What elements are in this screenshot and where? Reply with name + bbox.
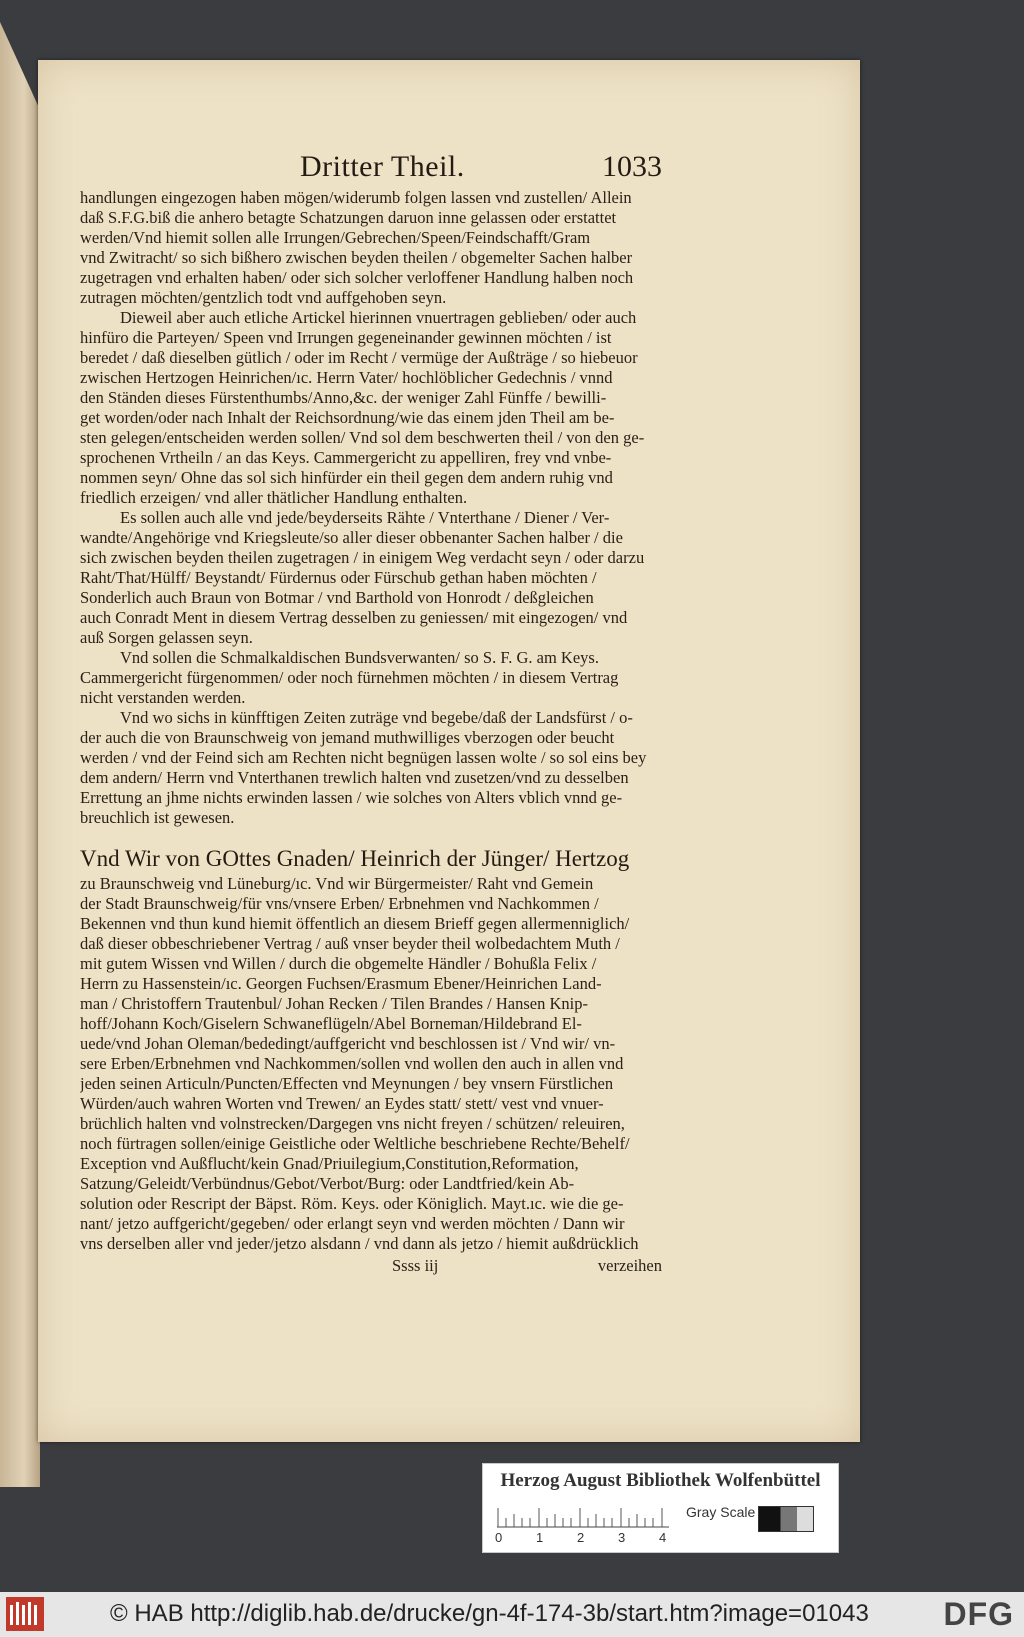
text-line: daß dieser obbeschriebener Vertrag / auß vnser beyder theil wolbedachtem Muth / [80, 934, 620, 953]
text-line: daß S.F.G.biß die anhero betagte Schatzungen daruon inne gelassen oder erstattet [80, 208, 617, 227]
text-line: werden/Vnd hiemit sollen alle Irrungen/Gebrechen/Speen/Feindschafft/Gram [80, 228, 591, 247]
text-line: Es sollen auch alle vnd jede/beyderseits Rähte / Vnterthane / Diener / Ver- [120, 508, 610, 527]
text-line: Vnd wo sichs in künfftigen Zeiten zuträge vnd begebe/daß der Landsfürst / o- [120, 708, 633, 727]
text-line: sprochenen Vrtheiln / an das Keys. Cammergericht zu appelliren, frey vnd vnbe- [80, 448, 612, 467]
grayscale-swatch [758, 1506, 814, 1532]
text-line: vns derselben aller vnd jeder/jetzo alsdann / vnd dann als jetzo / hiemit außdrücklich [80, 1234, 639, 1253]
text-line: sere Erben/Erbnehmen vnd Nachkommen/sollen vnd wollen den auch in allen vnd [80, 1054, 624, 1073]
text-line: vnd Zwitracht/ so sich bißhero zwischen beyden theilen / obgemelter Sachen halber [80, 248, 633, 267]
text-line: breuchlich ist gewesen. [80, 808, 235, 827]
text-line: auß Sorgen gelassen seyn. [80, 628, 253, 647]
text-line: jeden seinen Articuln/Puncten/Effecten vnd Meynungen / bey vnsern Fürstlichen [80, 1074, 614, 1093]
text-line: get worden/oder nach Inhalt der Reichsordnung/wie das einem jden Theil am be- [80, 408, 615, 427]
text-line: zugetragen vnd erhalten haben/ oder sich solcher verloffener Handlung halben noch [80, 268, 634, 287]
text-line: zwischen Hertzogen Heinrichen/ıc. Herrn Vater/ hochlöblicher Gedechnis / vnnd [80, 368, 613, 387]
text-line: Herrn zu Hassenstein/ıc. Georgen Fuchsen/Erasmum Ebener/Heinrichen Land- [80, 974, 602, 993]
text-line: der Stadt Braunschweig/für vns/vnsere Erben/ Erbnehmen vnd Nachkommen / [80, 894, 599, 913]
scale-number: 0 [495, 1530, 503, 1545]
scale-number: 3 [618, 1530, 626, 1545]
text-line: hoff/Johann Koch/Giselern Schwaneflügeln/Abel Borneman/Hildebrand El- [80, 1014, 582, 1033]
dfg-logo: DFG [943, 1596, 1014, 1632]
scale-ruler [497, 1504, 669, 1528]
text-line: Raht/That/Hülff/ Beystandt/ Fürdernus oder Fürschub gethan haben möchten / [80, 568, 597, 587]
text-line: Errettung an jhme nichts erwinden lassen / wie solches von Alters vblich vnnd ge- [80, 788, 623, 807]
section-heading: Vnd Wir von GOttes Gnaden/ Heinrich der Jünger/ Hertzog [80, 846, 630, 871]
facing-page-edge [0, 22, 40, 1487]
text-line: noch fürtragen sollen/einige Geistliche oder Weltliche beschriebene Rechte/Behelf/ [80, 1134, 630, 1153]
text-line: solution oder Rescript der Bäpst. Röm. Keys. oder Königlich. Mayt.ıc. wie die ge- [80, 1194, 624, 1213]
text-line: den Ständen dieses Fürstenthumbs/Anno,&c. der weniger Zahl Fünffe / bewilli- [80, 388, 607, 407]
text-line: Exception vnd Außflucht/kein Gnad/Priuilegium,Constitution,Reformation, [80, 1154, 579, 1173]
library-name: Herzog August Bibliothek Wolfenbüttel [500, 1470, 821, 1491]
text-line: man / Christoffern Trautenbul/ Johan Recken / Tilen Brandes / Hansen Knip- [80, 994, 588, 1013]
text-line: nommen seyn/ Ohne das sol sich hinfürder ein theil gegen dem andern ruhig vnd [80, 468, 613, 487]
text-line: Würden/auch wahren Worten vnd Trewen/ an Eydes statt/ stett/ vest vnd vnuer- [80, 1094, 604, 1113]
text-line: brüchlich halten vnd volnstrecken/Dargegen vns nicht freyen / schützen/ releuiren, [80, 1114, 625, 1133]
text-line: zutragen möchten/gentzlich todt vnd auffgehoben seyn. [80, 288, 447, 307]
body-text-lower [80, 874, 662, 1254]
text-line: zu Braunschweig vnd Lüneburg/ıc. Vnd wir Bürgermeister/ Raht vnd Gemein [80, 874, 594, 893]
scale-number: 4 [659, 1530, 667, 1545]
text-line: Bekennen vnd thun kund hiemit öffentlich an diesem Brieff gegen allermenniglich/ [80, 914, 630, 933]
scale-number: 1 [536, 1530, 544, 1545]
scale-number: 2 [577, 1530, 585, 1545]
text-line: wandte/Angehörige vnd Kriegsleute/so aller dieser obbenanter Sachen halber / die [80, 528, 623, 547]
page-foot [80, 1256, 662, 1278]
page-number: 1033 [602, 150, 662, 183]
text-line: dem andern/ Herrn vnd Vnterthanen trewlich halten vnd zusetzen/vnd zu desselben [80, 768, 629, 787]
text-line: auch Conradt Ment in diesem Vertrag desselben zu geniessen/ mit eingezogen/ vnd [80, 608, 628, 627]
signature-mark: Ssss iij [392, 1256, 439, 1275]
text-line: handlungen eingezogen haben mögen/widerumb folgen lassen vnd zustellen/ Allein [80, 188, 632, 207]
text-line: mit gutem Wissen vnd Willen / durch die obgemelte Händler / Bohußla Felix / [80, 954, 597, 973]
page-header [300, 150, 662, 190]
body-text-upper [80, 188, 662, 828]
text-line: nant/ jetzo auffgericht/gegeben/ oder erlangt seyn vnd werden möchten / Dann wir [80, 1214, 625, 1233]
text-line: werden / vnd der Feind sich am Rechten nicht begnügen lassen wolte / so sol eins bey [80, 748, 647, 767]
footer-bar [0, 1592, 1024, 1637]
text-line: Vnd sollen die Schmalkaldischen Bundsverwanten/ so S. F. G. am Keys. [120, 648, 599, 667]
text-line: Cammergericht fürgenommen/ oder noch fürnehmen möchten / in diesem Vertrag [80, 668, 619, 687]
text-line: sich zwischen beyden theilen zugetragen / in einigem Weg verdacht seyn / oder darzu [80, 548, 645, 567]
library-label-card [482, 1463, 839, 1553]
hab-logo-icon [6, 1597, 44, 1631]
copyright-url: © HAB http://diglib.hab.de/drucke/gn-4f-174-3b/start.htm?image=01043 [110, 1600, 869, 1627]
text-line: beredet / daß dieselben gütlich / oder im Recht / vermüge der Außträge / so hiebeuor [80, 348, 638, 367]
catchword: verzeihen [597, 1256, 662, 1275]
text-line: hinfüro die Parteyen/ Speen vnd Irrungen gegeneinander gewinnen möchten / ist [80, 328, 612, 347]
text-line: friedlich erzeigen/ vnd aller thätlicher Handlung enthalten. [80, 488, 468, 507]
text-line: der auch die von Braunschweig von jemand muthwilliges vberzogen oder beucht [80, 728, 615, 747]
text-line: Dieweil aber auch etliche Artickel hierinnen vnuertragen geblieben/ oder auch [120, 308, 637, 327]
text-line: Sonderlich auch Braun von Botmar / vnd Barthold von Honrodt / deßgleichen [80, 588, 594, 607]
text-line: uede/vnd Johan Oleman/bededingt/auffgericht vnd beschlossen ist / Vnd wir/ vn- [80, 1034, 616, 1053]
grayscale-label: Gray Scale [686, 1504, 756, 1520]
running-title: Dritter Theil. [300, 150, 465, 183]
text-line: sten gelegen/entscheiden werden sollen/ Vnd sol dem beschwerten theil / von den ge- [80, 428, 645, 447]
text-line: nicht verstanden werden. [80, 688, 246, 707]
text-line: Satzung/Geleidt/Verbündnus/Gebot/Verbot/Burg: oder Landtfried/kein Ab- [80, 1174, 575, 1193]
